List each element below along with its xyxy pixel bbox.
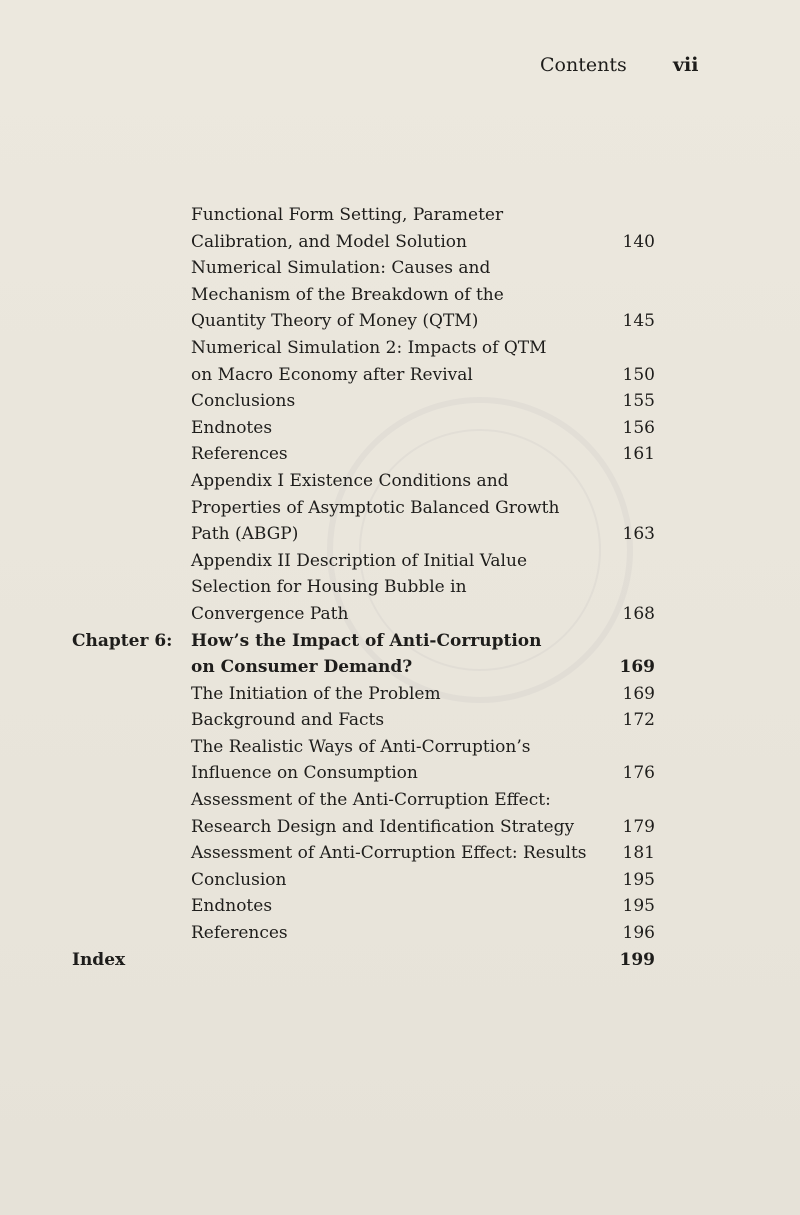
toc-entry-title: Mechanism of the Breakdown of the [191, 284, 504, 305]
toc-entry-title: Convergence Path [191, 603, 349, 624]
toc-entry-line [72, 787, 672, 814]
toc-entry-line [72, 521, 672, 548]
toc-entry-line [72, 893, 672, 920]
toc-entry-title: References [191, 444, 288, 465]
toc-entry-title: Numerical Simulation 2: Impacts of QTM [191, 337, 547, 358]
toc-entry-line [72, 920, 672, 947]
toc-entry-title: Appendix II Description of Initial Value [191, 550, 528, 571]
toc-page-number: 169 [619, 657, 655, 678]
running-head [540, 54, 700, 80]
toc-entry-line [72, 760, 672, 787]
toc-label: Index [72, 949, 126, 970]
toc-page-number: 181 [622, 843, 655, 864]
toc-entry-line [72, 255, 672, 282]
toc-entry-line [72, 282, 672, 309]
toc-entry-line [72, 681, 672, 708]
toc-page-number: 156 [622, 417, 655, 438]
toc-page-number: 163 [622, 524, 655, 545]
toc-entry-line [72, 388, 672, 415]
toc-entry-line [72, 840, 672, 867]
toc-entry-line [72, 734, 672, 761]
toc-page-number: 176 [622, 763, 655, 784]
toc-page-number: 199 [619, 949, 655, 970]
toc-entry-line [72, 654, 672, 681]
toc-entry-line [72, 601, 672, 628]
toc-entry-title: Research Design and Identification Strategy [191, 816, 575, 837]
toc-entry-line [72, 814, 672, 841]
toc-entry-title: Conclusion [191, 869, 287, 890]
toc-page-number: 195 [622, 869, 655, 890]
toc-entry-title: on Consumer Demand? [191, 657, 413, 678]
toc-entry-title: Selection for Housing Bubble in [191, 577, 467, 598]
toc-entry-title: Properties of Asymptotic Balanced Growth [191, 497, 560, 518]
toc-entry-title: The Initiation of the Problem [191, 683, 441, 704]
toc-entry-title: Background and Facts [191, 710, 385, 731]
toc-entry-title: Conclusions [191, 391, 296, 412]
toc-entry-title: Assessment of Anti-Corruption Effect: Results [191, 843, 587, 864]
toc-entry-title: How’s the Impact of Anti-Corruption [191, 630, 542, 651]
toc-entry-line [72, 495, 672, 522]
toc-entry-line [72, 548, 672, 575]
running-head-title: Contents [540, 54, 627, 76]
toc-entry-line [72, 335, 672, 362]
toc-page-number: 140 [622, 231, 655, 252]
toc-page-number: 169 [622, 683, 655, 704]
toc-page-number: 150 [622, 364, 655, 385]
toc-entry-title: Quantity Theory of Money (QTM) [191, 311, 479, 332]
toc-entry-line [72, 308, 672, 335]
toc-entry-title: Functional Form Setting, Parameter [191, 205, 504, 225]
toc-chapter-line [72, 947, 672, 974]
toc-entry-title: The Realistic Ways of Anti-Corruption’s [191, 736, 531, 757]
toc-entry-title: References [191, 923, 288, 944]
toc-entry-line [72, 415, 672, 442]
toc-entry-title: Calibration, and Model Solution [191, 231, 467, 252]
running-head-page-number: vii [673, 54, 699, 76]
toc-chapter-line [72, 628, 672, 655]
toc-entry-title: Numerical Simulation: Causes and [191, 258, 491, 279]
toc-page-number: 172 [622, 710, 655, 731]
toc-entry-line [72, 229, 672, 256]
toc-entry-line [72, 707, 672, 734]
toc-page-number: 179 [622, 816, 655, 837]
toc-entry-title: Assessment of the Anti-Corruption Effect: [191, 790, 551, 811]
toc-entry-title: Path (ABGP) [191, 524, 299, 545]
toc-entry-title: Appendix I Existence Conditions and [191, 470, 509, 491]
toc-page-number: 195 [622, 896, 655, 917]
toc-page-number: 145 [622, 311, 655, 332]
toc-entry-line [72, 468, 672, 495]
toc-page-number: 168 [622, 603, 655, 624]
toc-entry-line [72, 441, 672, 468]
toc-entry-title: on Macro Economy after Revival [191, 364, 473, 385]
toc-label: Chapter 6: [72, 630, 173, 651]
toc-entry-title: Endnotes [191, 417, 273, 438]
table-of-contents [72, 202, 672, 973]
toc-entry-title: Endnotes [191, 896, 273, 917]
toc-entry-line [72, 202, 672, 229]
toc-entry-title: Influence on Consumption [191, 763, 418, 784]
toc-page-number: 196 [622, 923, 655, 944]
toc-entry-line [72, 574, 672, 601]
toc-entry-line [72, 362, 672, 389]
toc-page-number: 155 [622, 391, 655, 412]
toc-page-number: 161 [622, 444, 655, 465]
toc-entry-line [72, 867, 672, 894]
